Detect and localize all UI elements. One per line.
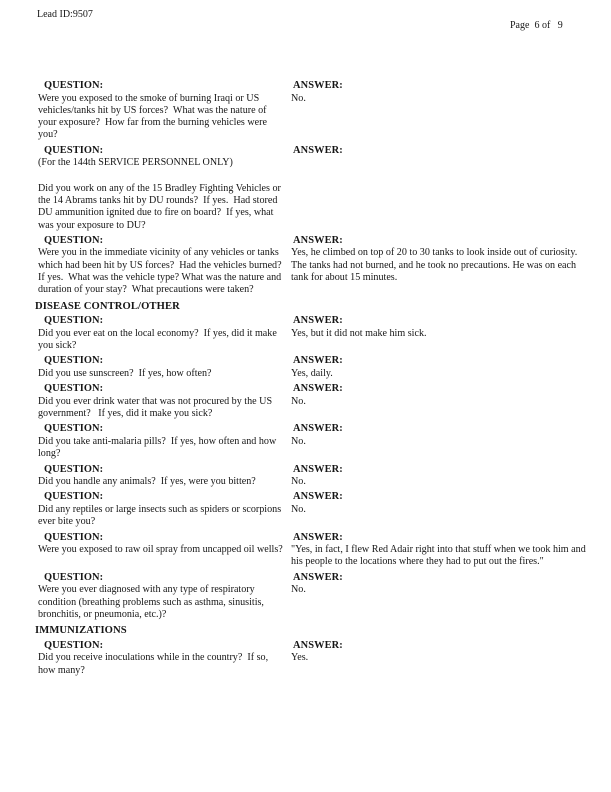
answer-text: No. — [291, 476, 306, 488]
section-heading: IMMUNIZATIONS — [35, 625, 127, 637]
question-column — [35, 532, 291, 569]
answer-column — [291, 383, 591, 420]
question-label: QUESTION: — [44, 355, 104, 367]
qa-row — [35, 423, 591, 460]
answer-label: ANSWER: — [293, 144, 343, 156]
page-number-label: Page 6 of 9 — [510, 20, 563, 31]
question-column — [35, 423, 291, 460]
qa-row — [35, 80, 591, 142]
section-heading: DISEASE CONTROL/OTHER — [35, 300, 180, 312]
answer-label: ANSWER: — [293, 315, 343, 327]
question-label: QUESTION: — [44, 531, 104, 543]
answer-column — [291, 572, 591, 621]
question-text: Did you take anti-malaria pills? If yes, how often and how long? — [38, 435, 279, 460]
question-column — [35, 572, 291, 621]
question-column — [35, 355, 291, 380]
answer-label: ANSWER: — [293, 355, 343, 367]
answer-label: ANSWER: — [293, 383, 343, 395]
answer-text: No. — [291, 584, 306, 596]
qa-content — [35, 80, 591, 680]
question-column — [35, 491, 291, 528]
answer-text: Yes, but it did not make him sick. — [291, 327, 427, 339]
answer-column — [291, 315, 591, 352]
question-label: QUESTION: — [44, 639, 104, 651]
answer-column — [291, 235, 591, 297]
question-column — [35, 640, 291, 677]
answer-text: "Yes, in fact, I flew Red Adair right into that stuff when we took him and his people to the locations where they had to put out the fires." — [291, 544, 589, 568]
answer-text: No. — [291, 503, 306, 515]
qa-row — [35, 491, 591, 528]
question-text: Did you ever drink water that was not procured by the US government? If yes, did it make you sick? — [38, 395, 275, 420]
question-column — [35, 315, 291, 352]
question-text: Did you ever eat on the local economy? If yes, did it make you sick? — [38, 327, 280, 351]
qa-row — [35, 235, 591, 297]
answer-label: ANSWER: — [293, 571, 343, 583]
question-column — [35, 235, 291, 297]
question-text: Did you use sunscreen? If yes, how often? — [38, 367, 212, 379]
qa-row — [35, 315, 591, 352]
qa-row — [35, 464, 591, 489]
answer-column — [291, 80, 591, 142]
answer-column — [291, 464, 591, 489]
answer-column — [291, 145, 591, 232]
question-label: QUESTION: — [44, 144, 104, 156]
question-label: QUESTION: — [44, 383, 104, 395]
answer-text: No. — [291, 92, 306, 104]
qa-row — [35, 383, 591, 420]
question-text: Were you exposed to the smoke of burning Iraqi or US vehicles/tanks hit by US forces? What was the nature of your exposure? How far from the burning vehicles were you? — [38, 92, 270, 141]
question-label: QUESTION: — [44, 571, 104, 583]
qa-row — [35, 572, 591, 621]
question-text: Were you exposed to raw oil spray from uncapped oil wells? — [38, 544, 283, 556]
answer-column — [291, 355, 591, 380]
answer-label: ANSWER: — [293, 639, 343, 651]
question-column — [35, 383, 291, 420]
qa-row — [35, 355, 591, 380]
question-text: Did you receive inoculations while in the country? If so, how many? — [38, 652, 271, 676]
answer-label: ANSWER: — [293, 80, 343, 91]
question-label: QUESTION: — [44, 423, 104, 435]
answer-column — [291, 423, 591, 460]
answer-column — [291, 491, 591, 528]
question-text: Did you handle any animals? If yes, were you bitten? — [38, 476, 256, 488]
answer-label: ANSWER: — [293, 423, 343, 435]
question-label: QUESTION: — [44, 491, 104, 503]
question-column — [35, 80, 291, 142]
question-label: QUESTION: — [44, 80, 104, 91]
answer-text: Yes, he climbed on top of 20 to 30 tanks to look inside out of curiosity. The tanks had not burned, and he took no precautions. He was on each tank for about 15 minutes. — [291, 247, 583, 284]
question-text: Did any reptiles or large insects such as spiders or scorpions ever bite you? — [38, 503, 284, 528]
answer-label: ANSWER: — [293, 531, 343, 543]
answer-text: No. — [291, 395, 306, 407]
question-label: QUESTION: — [44, 234, 104, 246]
answer-text: Yes. — [291, 652, 309, 664]
answer-label: ANSWER: — [293, 234, 343, 246]
question-column — [35, 464, 291, 489]
question-followup-text: Did you work on any of the 15 Bradley Fighting Vehicles or the 14 Abrams tanks hit by DU rounds? If yes. Had stored DU ammunition ignited due to fire on board? If yes, what was your exposure to DU? — [38, 182, 284, 231]
question-label: QUESTION: — [44, 315, 104, 327]
qa-row — [35, 640, 591, 677]
question-text: (For the 144th SERVICE PERSONNEL ONLY) — [38, 157, 233, 169]
answer-label: ANSWER: — [293, 491, 343, 503]
qa-row — [35, 145, 591, 232]
question-text: Were you in the immediate vicinity of any vehicles or tanks which had been hit by US forces? Had the vehicles burned? If yes. What was the vehicle type? What was the nature and duration of your stay? What precautions were taken? — [38, 247, 287, 296]
answer-column — [291, 640, 591, 677]
answer-label: ANSWER: — [293, 463, 343, 475]
answer-text: Yes, daily. — [291, 367, 333, 379]
answer-column — [291, 532, 591, 569]
lead-id-label: Lead ID:9507 — [37, 9, 93, 20]
qa-row — [35, 532, 591, 569]
answer-text: No. — [291, 435, 306, 447]
question-text: Were you ever diagnosed with any type of respiratory condition (breathing problems such as asthma, sinusitis, bronchitis, or pneumonia, etc.)? — [38, 584, 267, 620]
question-column — [35, 145, 291, 232]
question-label: QUESTION: — [44, 463, 104, 475]
